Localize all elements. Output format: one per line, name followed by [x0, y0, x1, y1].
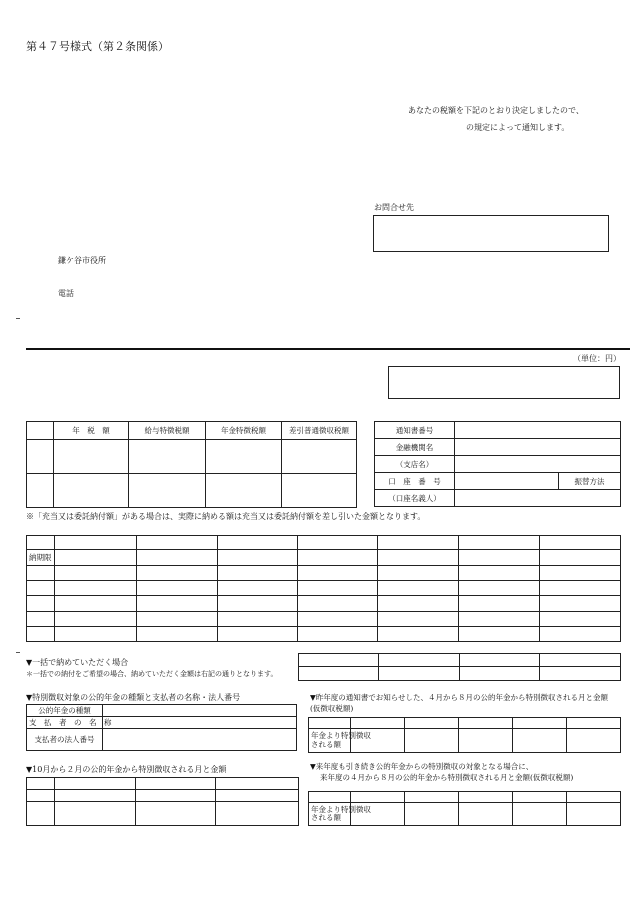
- notice-number-label: 通知書番号: [375, 422, 455, 439]
- inquiry-box: [373, 215, 609, 252]
- prev-year-table: [308, 717, 621, 753]
- tax-header-pension: 年金特徴税額: [206, 422, 282, 440]
- phone-label: 電話: [58, 289, 74, 298]
- account-number-label: 口 座 番 号: [375, 473, 455, 490]
- pension-info-title: ▼特別徴収対象の公的年金の種類と支払者の名称・法人番号: [26, 693, 241, 702]
- proxy-payment-note: ※「充当又は委託納付額」がある場合は、実際に納める額は充当又は委託納付額を差し引いた金額となります。: [26, 512, 426, 521]
- account-holder-label: （口座名義人）: [375, 490, 455, 507]
- fold-mark-left: [16, 318, 20, 319]
- pension-info-table: [26, 704, 297, 751]
- next-year-table: [308, 791, 621, 826]
- bank-name-label: 金融機関名: [375, 439, 455, 456]
- notice-line-2: の規定によって通知します。: [466, 123, 570, 132]
- next-year-title: ▼来年度も引き続き公的年金からの特別徴収の対象となる場合に、: [310, 762, 534, 771]
- inquiry-label: お問合せ先: [374, 203, 414, 212]
- branch-label: （支店名）: [375, 456, 455, 473]
- pension-type-label: 公的年金の種類: [27, 705, 103, 717]
- lump-sum-table: [298, 653, 621, 681]
- tax-header-blank: [27, 422, 54, 440]
- separator-line: [26, 348, 630, 350]
- payer-name-label: 支 払 者 の 名 称: [27, 717, 103, 729]
- notice-line-1: あなたの税額を下記のとおり決定しましたので、: [408, 106, 584, 115]
- next-year-subtitle: 来年度の４月から８月の公的年金から特別徴収される月と金額(仮徴収税額): [320, 773, 574, 782]
- tax-header-ordinary: 差引普通徴収税額: [282, 422, 357, 440]
- tax-header-annual: 年 税 額: [54, 422, 129, 440]
- fold-mark-left-2: [16, 652, 20, 653]
- tax-header-salary: 給与特徴税額: [129, 422, 206, 440]
- prev-year-title: ▼昨年度の通知書でお知らせした、４月から８月の公的年金から特別徴収される月と金額: [310, 693, 609, 702]
- payer-corp-number-label: 支払者の法人番号: [27, 729, 103, 751]
- installment-amount-table: [26, 565, 621, 642]
- office-name: 鎌ケ谷市役所: [58, 256, 106, 265]
- tax-amount-table: [26, 421, 357, 508]
- form-number: 第４７号様式（第２条関係）: [26, 40, 169, 53]
- transfer-method-label: 振替方法: [559, 473, 621, 490]
- bank-info-table: [374, 421, 621, 507]
- installment-due-table: [26, 535, 621, 566]
- next-year-row-label: 年金より特別徴収 される額: [309, 803, 351, 826]
- due-date-label: 納期限: [27, 550, 55, 566]
- unit-label: （単位：円）: [573, 354, 621, 363]
- amount-box: [388, 366, 620, 399]
- oct-feb-title: ▼10月から２月の公的年金から特別徴収される月と金額: [26, 765, 227, 774]
- prev-year-subtitle: (仮徴収税額): [310, 704, 354, 713]
- prev-year-row-label: 年金より特別徴収 される額: [309, 729, 351, 753]
- lump-sum-note: ＊一括での納付をご希望の場合、納めていただく金額は右記の通りとなります。: [26, 670, 278, 678]
- oct-feb-table: [26, 777, 299, 826]
- lump-sum-title: ▼一括で納めていただく場合: [26, 658, 129, 667]
